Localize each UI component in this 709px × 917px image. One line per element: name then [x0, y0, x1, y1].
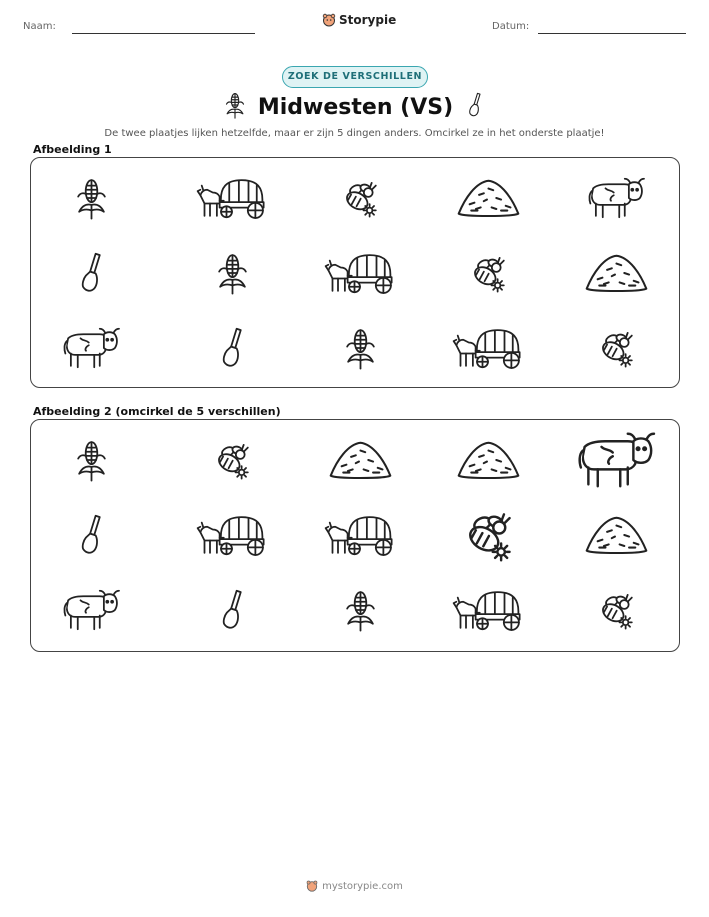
- picture2-hay-icon[interactable]: [326, 438, 395, 482]
- picture1-corn-icon[interactable]: [75, 176, 108, 220]
- picture1-cow-icon[interactable]: [586, 176, 647, 220]
- picture1-wagon-icon[interactable]: [324, 251, 396, 295]
- corn-icon: [224, 91, 246, 123]
- picture1-bee-icon[interactable]: [594, 326, 638, 370]
- picture2-hay-icon[interactable]: [582, 513, 651, 557]
- picture2-bee-icon[interactable]: [594, 588, 638, 632]
- picture1-wagon-icon[interactable]: [452, 326, 524, 370]
- picture1-trowel-icon[interactable]: [75, 251, 108, 295]
- picture1-wagon-icon[interactable]: [196, 176, 268, 220]
- picture2-hay-icon[interactable]: [454, 438, 523, 482]
- picture2-corn-icon[interactable]: [75, 438, 108, 482]
- picture2-label: Afbeelding 2 (omcirkel de 5 verschillen): [33, 405, 281, 418]
- picture1-cow-icon[interactable]: [61, 326, 122, 370]
- picture2-bee-icon[interactable]: [210, 438, 254, 482]
- picture2-cow-icon[interactable]: [61, 588, 122, 632]
- picture1-bee-icon[interactable]: [466, 251, 510, 295]
- date-label: Datum:: [492, 21, 530, 32]
- picture2-corn-icon[interactable]: [344, 588, 377, 632]
- picture1-label: Afbeelding 1: [33, 143, 112, 156]
- picture1-trowel-icon[interactable]: [216, 326, 249, 370]
- picture2-trowel-icon[interactable]: [216, 588, 249, 632]
- picture1-corn-icon[interactable]: [344, 326, 377, 370]
- picture2-trowel-icon[interactable]: [75, 513, 108, 557]
- picture2-wagon-icon[interactable]: [324, 513, 396, 557]
- picture2-wagon-icon[interactable]: [452, 588, 524, 632]
- storypie-mascot-icon: [306, 880, 318, 892]
- page-title: Midwesten (VS): [257, 94, 454, 120]
- storypie-mascot-icon: [322, 13, 336, 27]
- picture1-corn-icon[interactable]: [216, 251, 249, 295]
- name-line[interactable]: [72, 33, 255, 34]
- trowel-icon: [465, 91, 485, 123]
- footer-url[interactable]: mystorypie.com: [322, 880, 403, 892]
- picture1-panel: [30, 157, 680, 388]
- picture2-cow-icon[interactable]: [575, 430, 658, 490]
- picture1-hay-icon[interactable]: [582, 251, 651, 295]
- picture2-panel: [30, 419, 680, 652]
- picture2-bee-icon[interactable]: [458, 505, 518, 565]
- brand-name: Storypie: [339, 13, 397, 27]
- picture2-wagon-icon[interactable]: [196, 513, 268, 557]
- picture1-bee-icon[interactable]: [338, 176, 382, 220]
- name-label: Naam:: [23, 21, 56, 32]
- brand-logo: [322, 13, 396, 27]
- date-line[interactable]: [538, 33, 686, 34]
- title-row: [0, 88, 709, 126]
- badge: ZOEK DE VERSCHILLEN: [282, 66, 428, 88]
- instructions: De twee plaatjes lijken hetzelfde, maar er zijn 5 dingen anders. Omcirkel ze in het onderste plaatje!: [104, 128, 605, 139]
- picture1-hay-icon[interactable]: [454, 176, 523, 220]
- footer: [0, 880, 709, 892]
